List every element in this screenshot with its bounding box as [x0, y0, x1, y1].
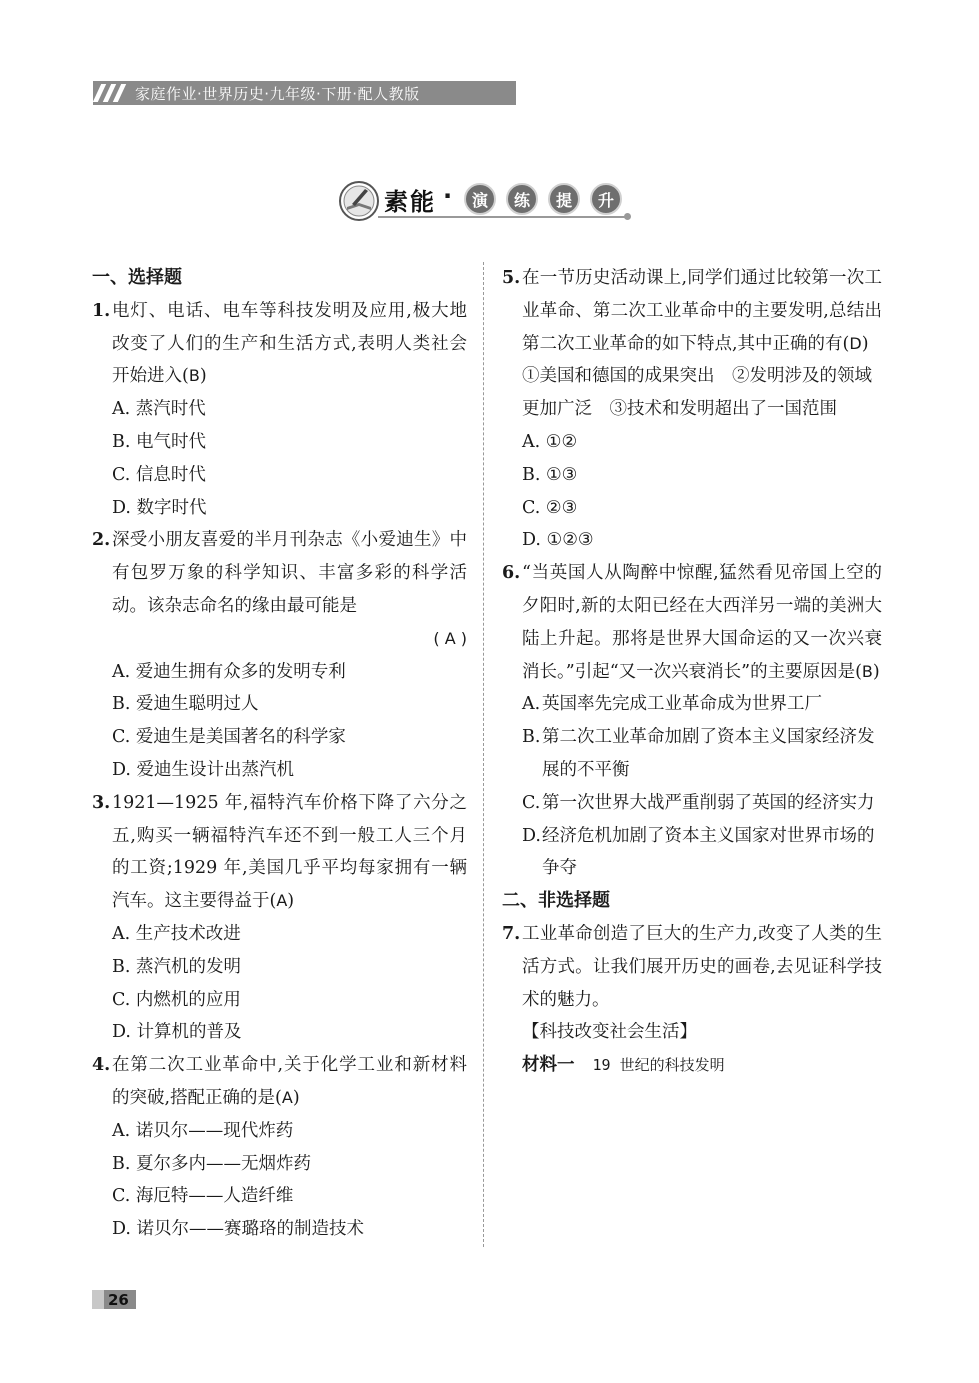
option: C. 第一次世界大战严重削弱了英国的经济实力 — [522, 792, 875, 813]
question-3: 3. 1921—1925 年,福特汽车价格下降了六分之五,购买一辆福特汽车还不到一般工人三个月的工资;1929 年,美国几乎平均每家拥有一辆汽车。这主要得益于(A) — [92, 792, 467, 912]
option: A. 爱迪生拥有众多的发明专利 — [112, 661, 346, 682]
column-divider — [483, 262, 484, 1247]
section-heading: 一、选择题 — [92, 267, 182, 288]
option: D. 爱迪生设计出蒸汽机 — [112, 759, 295, 780]
question-2: 2. 深受小朋友喜爱的半月刊杂志《小爱迪生》中有包罗万象的科学知识、丰富多彩的科学活动。该杂志命名的缘由最可能是 — [92, 530, 467, 616]
option: C. 爱迪生是美国著名的科学家 — [112, 727, 346, 748]
title-badge: 演 — [464, 183, 496, 215]
header-bar — [93, 81, 516, 105]
answer: D — [849, 333, 862, 353]
question-5: 5. 在一节历史活动课上,同学们通过比较第一次工业革命、第二次工业革命中的主要发明,总结出第二次工业革命的如下特点,其中正确的有(D) — [502, 268, 882, 354]
page-number-box — [92, 1290, 136, 1309]
answer: A — [276, 891, 288, 911]
page-number: 26 — [108, 1290, 129, 1309]
slashes-decoration — [93, 81, 135, 105]
right-column — [502, 262, 882, 1082]
option: A. 蒸汽时代 — [112, 399, 206, 420]
option: B. 蒸汽机的发明 — [112, 956, 241, 977]
option: A. 诺贝尔——现代炸药 — [112, 1120, 294, 1141]
title-badge: 提 — [548, 183, 580, 215]
title-underline — [378, 216, 626, 218]
option: C. ②③ — [522, 497, 578, 518]
answer: ( A ) — [433, 628, 467, 648]
left-column — [92, 262, 467, 1246]
option: A. 生产技术改进 — [112, 923, 241, 944]
answer: B — [188, 366, 200, 386]
option: D. 经济危机加剧了资本主义国家对世界市场的争夺 — [522, 825, 875, 879]
option: B. 电气时代 — [112, 431, 206, 452]
pencil-book-icon — [338, 180, 380, 222]
statements: ①美国和德国的成果突出 ②发明涉及的领域更加广泛 ③技术和发明超出了一国范围 — [522, 366, 872, 420]
option: C. 海厄特——人造纤维 — [112, 1186, 294, 1207]
header-text: 家庭作业·世界历史·九年级·下册·配人教版 — [135, 84, 420, 103]
question-6: 6. “当英国人从陶醉中惊醒,猛然看见帝国上空的夕阳时,新的太阳已经在大西洋另一端的美洲大陆上升起。那将是世界大国命运的又一次兴衰消长。”引起“又一次兴衰消长”的主要原因是(B) — [502, 563, 882, 682]
option: C. 内燃机的应用 — [112, 989, 241, 1010]
material-line — [502, 1049, 882, 1082]
option: D. 数字时代 — [112, 497, 207, 518]
title-underline-dot — [624, 213, 631, 220]
option: B. 第二次工业革命加剧了资本主义国家经济发展的不平衡 — [522, 727, 875, 780]
subheading: 【科技改变社会生活】 — [522, 1022, 697, 1043]
question-4: 4. 在第二次工业革命中,关于化学工业和新材料的突破,搭配正确的是(A) — [92, 1055, 467, 1108]
option: B. ①③ — [522, 464, 578, 485]
question-1: 1. 电灯、电话、电车等科技发明及应用,极大地改变了人们的生产和生活方式,表明人类社会开始进入(B) — [92, 300, 467, 387]
title-badge: 升 — [590, 183, 622, 215]
material-text: 19 世纪的科技发明 — [592, 1056, 725, 1075]
option: B. 夏尔多内——无烟炸药 — [112, 1153, 311, 1174]
section-title — [338, 176, 633, 226]
title-badge: 练 — [506, 183, 538, 215]
answer: B — [861, 661, 873, 681]
option: D. 诺贝尔——赛璐珞的制造技术 — [112, 1219, 365, 1240]
option: B. 爱迪生聪明过人 — [112, 694, 259, 715]
section-heading: 二、非选择题 — [502, 890, 610, 912]
option: C. 信息时代 — [112, 464, 206, 485]
title-main: 素能 — [384, 188, 436, 216]
option: A. 英国率先完成工业革命成为世界工厂 — [522, 694, 822, 715]
title-dot: · — [443, 182, 453, 210]
option: D. ①②③ — [522, 530, 594, 551]
option: D. 计算机的普及 — [112, 1022, 242, 1043]
title-badges — [464, 183, 632, 215]
option: A. ①② — [522, 431, 578, 452]
answer: A — [281, 1087, 293, 1107]
question-7: 7. 工业革命创造了巨大的生产力,改变了人类的生活方式。让我们展开历史的画卷,去见证科学技术的魅力。 — [502, 923, 882, 1010]
material-label: 材料一 — [522, 1055, 575, 1076]
